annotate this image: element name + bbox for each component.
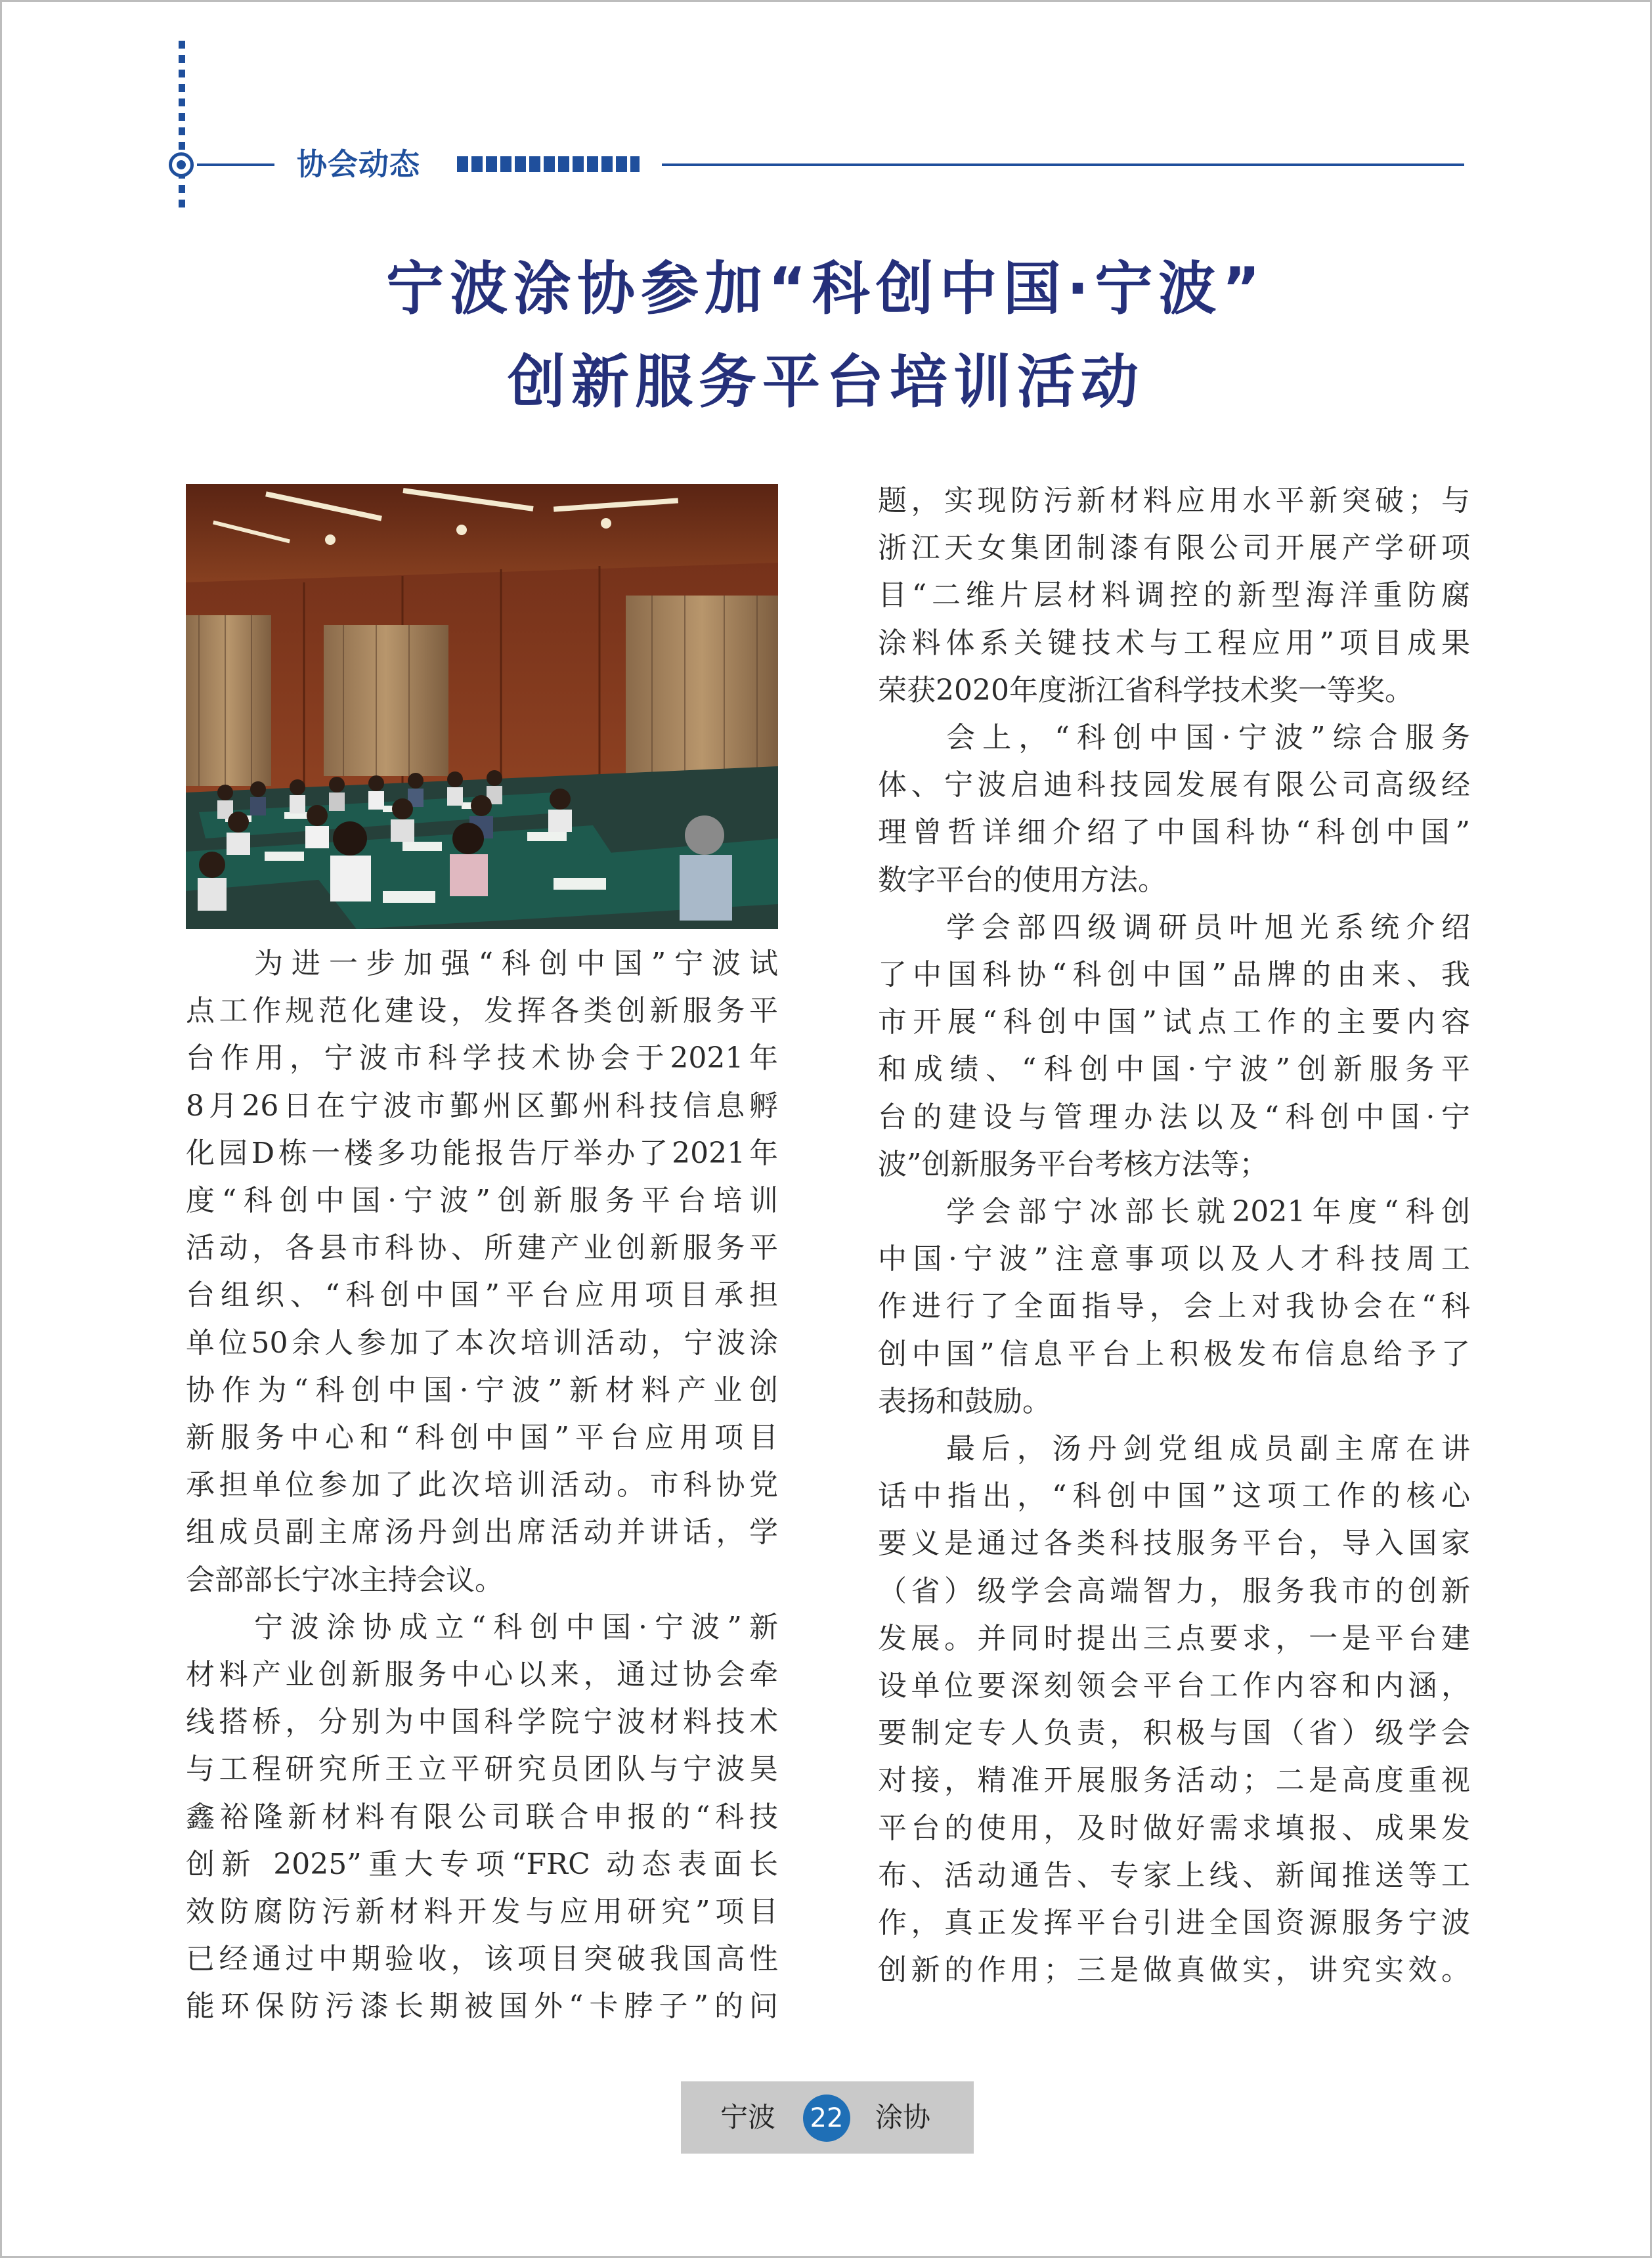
text-line: 新服务中心和“科创中国”平台应用项目 [186,1421,778,1455]
section-title: 协会动态 [297,146,420,182]
text-line: 数字平台的使用方法。 [878,863,1167,897]
text-line: 创新的作用；三是做真做实，讲究实效。 [878,1953,1470,1987]
header-dotted-rule [179,41,185,213]
text-line: 对接，精准开展服务活动；二是高度重视 [878,1764,1470,1798]
text-line: 效防腐防污新材料开发与应用研究”项目 [186,1895,778,1929]
footer-right-label: 涂协 [875,2101,931,2133]
article-title-line-2: 创新服务平台培训活动 [507,348,1144,416]
text-line: 目“二维片层材料调控的新型海洋重防腐 [878,578,1470,613]
text-line: 点工作规范化建设，发挥各类创新服务平 [186,994,778,1028]
text-line: 发展。并同时提出三点要求，一是平台建 [878,1621,1470,1655]
text-line: 为进一步加强“科创中国”宁波试 [254,947,778,980]
article-body-left-column [186,940,778,2031]
text-line: 理曾哲详细介绍了中国科协“科创中国” [878,815,1470,850]
text-line: 鑫裕隆新材料有限公司联合申报的“科技 [186,1800,778,1834]
text-line: 与工程研究所王立平研究员团队与宁波昊 [186,1752,778,1787]
text-line: 组成员副主席汤丹剑出席活动并讲话，学 [186,1515,778,1550]
text-line: 线搭桥，分别为中国科学院宁波材料技术 [186,1705,778,1739]
text-line: 学会部四级调研员叶旭光系统介绍 [946,910,1470,944]
article-body-right-column [878,477,1470,1995]
text-line: 要制定专人负责，积极与国（省）级学会 [878,1716,1470,1750]
meeting-room-illustration [186,484,778,929]
text-line: 已经通过中期验收，该项目突破我国高性 [186,1942,778,1976]
text-line: 活动，各县市科协、所建产业创新服务平 [186,1231,778,1265]
header-rule-short [197,163,274,166]
footer-left-label: 宁波 [720,2101,776,2133]
text-line: 能环保防污漆长期被国外“卡脖子”的问 [186,1989,778,2024]
text-line: （省）级学会高端智力，服务我市的创新 [878,1574,1470,1608]
text-line: 表扬和鼓励。 [878,1384,1051,1418]
text-line: 荣获2020年度浙江省科学技术奖一等奖。 [878,673,1414,707]
text-line: 作进行了全面指导，会上对我协会在“科 [878,1290,1470,1324]
target-icon [169,152,194,177]
text-line: 宁波涂协成立“科创中国·宁波”新 [254,1610,778,1644]
text-line: 要义是通过各类科技服务平台，导入国家 [878,1527,1470,1561]
header-square-pattern [457,156,640,172]
text-line: 创中国”信息平台上积极发布信息给予了 [878,1337,1470,1371]
text-line: 承担单位参加了此次培训活动。市科协党 [186,1468,778,1502]
text-line: 平台的使用，及时做好需求填报、成果发 [878,1811,1470,1845]
text-line: 了中国科协“科创中国”品牌的由来、我 [878,958,1470,992]
text-line: 台作用，宁波市科学技术协会于2021年 [186,1041,778,1075]
text-line: 创新 2025”重大专项“FRC 动态表面长 [186,1847,778,1881]
text-line: 化园D栋一楼多功能报告厅举办了2021年 [186,1136,778,1170]
text-line: 和成绩、“科创中国·宁波”创新服务平 [878,1053,1470,1087]
text-line: 中国·宁波”注意事项以及人才科技周工 [878,1242,1470,1276]
text-line: 浙江天女集团制漆有限公司开展产学研项 [878,531,1470,565]
text-line: 市开展“科创中国”试点工作的主要内容 [878,1005,1470,1039]
text-line: 作，真正发挥平台引进全国资源服务宁波 [878,1906,1470,1940]
text-line: 会部部长宁冰主持会议。 [186,1563,504,1597]
text-line: 波”创新服务平台考核方法等； [878,1147,1269,1181]
text-line: 涂料体系关键技术与工程应用”项目成果 [878,626,1470,660]
header-rule-long [662,163,1464,166]
text-line: 最后，汤丹剑党组成员副主席在讲 [946,1432,1470,1466]
article-title-line-1: 宁波涂协参加“科创中国·宁波” [385,255,1267,322]
text-line: 8月26日在宁波市鄞州区鄞州科技信息孵 [186,1089,778,1123]
text-line: 会上，“科创中国·宁波”综合服务 [946,721,1470,755]
text-line: 题，实现防污新材料应用水平新突破；与 [878,484,1470,517]
training-session-photo [186,484,778,929]
page-footer [681,2081,974,2154]
text-line: 布、活动通告、专家上线、新闻推送等工 [878,1858,1470,1892]
text-line: 度“科创中国·宁波”创新服务平台培训 [186,1184,778,1218]
text-line: 台组织、“科创中国”平台应用项目承担 [186,1278,778,1313]
text-line: 材料产业创新服务中心以来，通过协会牵 [186,1658,778,1692]
text-line: 单位50余人参加了本次培训活动，宁波涂 [186,1326,778,1360]
text-line: 设单位要深刻领会平台工作内容和内涵， [878,1669,1470,1703]
text-line: 话中指出，“科创中国”这项工作的核心 [878,1479,1470,1513]
page-number-badge: 22 [803,2095,850,2142]
text-line: 协作为“科创中国·宁波”新材料产业创 [186,1373,778,1407]
text-line: 台的建设与管理办法以及“科创中国·宁 [878,1100,1470,1134]
text-line: 学会部宁冰部长就2021年度“科创 [946,1195,1470,1229]
text-line: 体、宁波启迪科技园发展有限公司高级经 [878,768,1470,802]
